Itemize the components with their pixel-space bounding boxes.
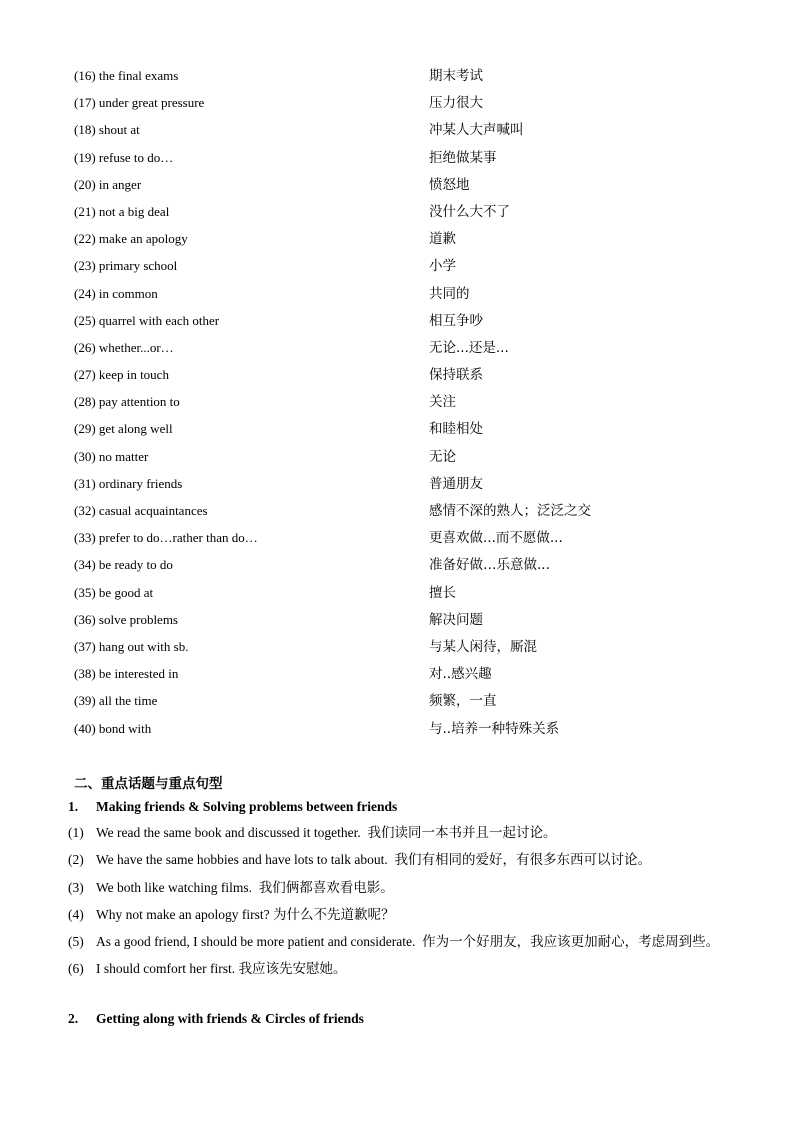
vocab-chinese: 与某人闲待，厮混 — [429, 638, 537, 655]
vocab-english: (23) primary school — [74, 258, 178, 274]
vocab-chinese: 愤怒地 — [429, 176, 470, 193]
vocab-row — [74, 555, 754, 582]
vocab-english: (24) in common — [74, 285, 158, 301]
vocab-english: (39) all the time — [74, 693, 158, 709]
vocab-english: (27) keep in touch — [74, 367, 169, 383]
vocab-chinese: 道歉 — [429, 231, 456, 248]
vocab-row — [74, 175, 754, 202]
vocab-chinese: 准备好做…乐意做... — [429, 557, 550, 574]
sentence-row: (2) We have the same hobbies and have lots to talk about. 我们有相同的爱好，有很多东西可以讨论。 — [68, 852, 651, 869]
section-heading: 二、重点话题与重点句型 — [74, 776, 223, 792]
vocab-row — [74, 392, 754, 419]
vocab-row — [74, 365, 754, 392]
vocab-english: (34) be ready to do — [74, 557, 173, 573]
vocab-english: (32) casual acquaintances — [74, 503, 208, 518]
vocab-english: (38) be interested in — [74, 666, 179, 682]
vocab-english: (36) solve problems — [74, 611, 178, 627]
vocab-row — [74, 691, 754, 718]
vocab-english: (25) quarrel with each other — [74, 312, 220, 328]
vocab-chinese: 擅长 — [429, 584, 456, 601]
vocab-english: (17) under great pressure — [74, 95, 205, 111]
vocab-row — [74, 447, 754, 474]
vocab-chinese: 与..培养一种特殊关系 — [429, 720, 560, 737]
vocab-english: (22) make an apology — [74, 231, 188, 247]
vocab-row — [74, 311, 754, 338]
vocab-chinese: 拒绝做某事 — [429, 149, 497, 166]
vocab-english: (26) whether...or… — [74, 339, 174, 355]
vocab-chinese: 相互争吵 — [429, 312, 483, 329]
vocab-row — [74, 583, 754, 610]
vocab-row — [74, 474, 754, 501]
vocab-chinese: 无论 — [429, 448, 456, 465]
vocab-chinese: 没什么大不了 — [429, 203, 510, 220]
vocab-row — [74, 637, 754, 664]
vocab-row — [74, 93, 754, 120]
vocab-chinese: 更喜欢做...而不愿做... — [429, 530, 563, 547]
key-sentences-list — [68, 823, 768, 987]
sentence-row: (1) We read the same book and discussed it together. 我们读同一本书并且一起讨论。 — [68, 825, 557, 841]
vocab-chinese: 关注 — [429, 394, 456, 411]
vocab-row — [74, 120, 754, 147]
sentence-row: (6) I should comfort her first. 我应该先安慰她。 — [68, 961, 347, 978]
vocab-chinese: 普通朋友 — [429, 475, 483, 492]
vocab-english: (21) not a big deal — [74, 203, 170, 219]
vocab-row — [74, 501, 754, 528]
vocab-row — [74, 610, 754, 637]
vocab-english: (19) refuse to do… — [74, 149, 174, 165]
vocab-row — [74, 229, 754, 256]
sentence-row: (4) Why not make an apology first? 为什么不先道歉呢？ — [68, 906, 395, 923]
vocab-chinese: 感情不深的熟人；泛泛之交 — [429, 503, 591, 519]
vocab-chinese: 对..感兴趣 — [429, 666, 492, 683]
vocab-row — [74, 66, 754, 93]
vocab-english: (35) be good at — [74, 584, 154, 600]
vocab-english: (16) the final exams — [74, 68, 179, 83]
vocab-english: (20) in anger — [74, 176, 142, 192]
vocab-english: (28) pay attention to — [74, 394, 180, 410]
vocab-english: (37) hang out with sb. — [74, 638, 189, 654]
vocab-english: (18) shout at — [74, 122, 140, 138]
vocab-chinese: 期末考试 — [429, 68, 483, 84]
vocab-row — [74, 284, 754, 311]
sentence-row: (5) As a good friend, I should be more patient and considerate. 作为一个好朋友，我应该更加耐心，考虑周到些。 — [68, 934, 720, 951]
vocab-english: (33) prefer to do…rather than do… — [74, 530, 258, 546]
vocab-row — [74, 528, 754, 555]
topic-heading-2: 2. Getting along with friends & Circles of friends — [68, 1011, 364, 1026]
vocab-chinese: 保持联系 — [429, 367, 483, 384]
vocab-row — [74, 719, 754, 746]
vocab-chinese: 小学 — [429, 258, 456, 275]
vocab-english: (40) bond with — [74, 720, 152, 736]
vocab-row — [74, 256, 754, 283]
vocab-chinese: 压力很大 — [429, 95, 483, 112]
vocab-chinese: 冲某人大声喊叫 — [429, 122, 524, 139]
vocab-chinese: 共同的 — [429, 285, 470, 302]
vocab-chinese: 无论...还是... — [429, 339, 509, 356]
vocab-english: (30) no matter — [74, 448, 149, 464]
sentence-row: (3) We both like watching films. 我们俩都喜欢看电影。 — [68, 879, 394, 896]
vocabulary-list — [74, 66, 754, 746]
vocab-row — [74, 202, 754, 229]
topic-heading-1: 1. Making friends & Solving problems between friends — [68, 799, 398, 814]
vocab-chinese: 频繁，一直 — [429, 693, 497, 710]
vocab-chinese: 解决问题 — [429, 611, 483, 628]
vocab-row — [74, 148, 754, 175]
vocab-row — [74, 419, 754, 446]
vocab-english: (29) get along well — [74, 421, 173, 437]
vocab-row — [74, 338, 754, 365]
vocab-english: (31) ordinary friends — [74, 475, 183, 491]
vocab-row — [74, 664, 754, 691]
vocab-chinese: 和睦相处 — [429, 421, 483, 438]
